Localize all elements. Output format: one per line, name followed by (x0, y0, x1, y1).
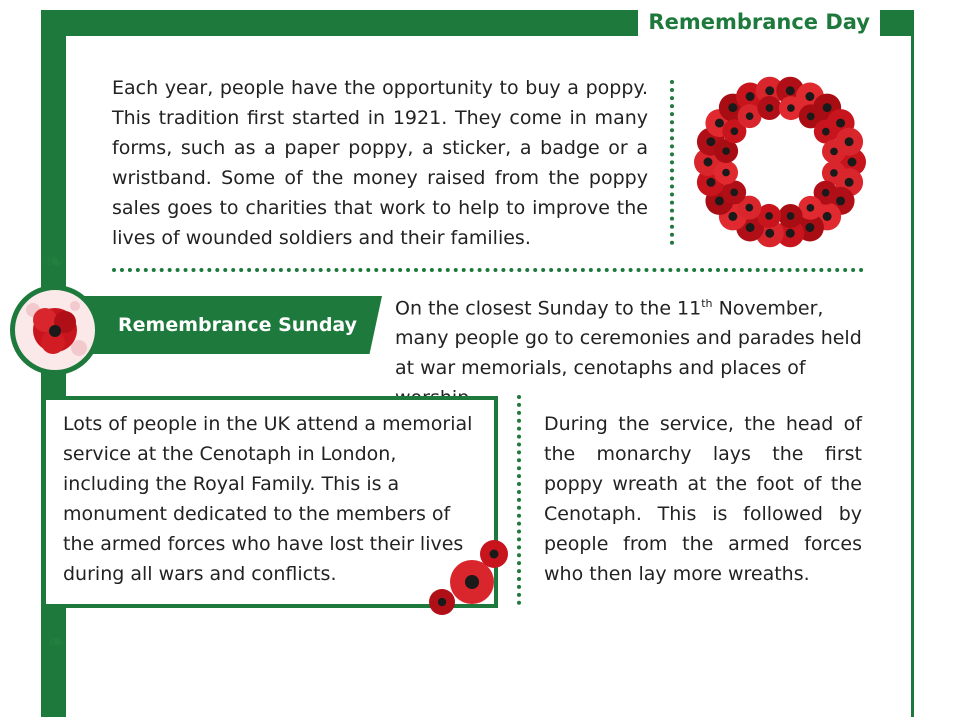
leaf-decoration-icon: ❧ (47, 630, 66, 655)
poppy-flower-icon (15, 290, 95, 370)
service-paragraph: During the service, the head of the monarchy lays the first poppy wreath at the foot of the Cenotaph. This is followed by people from the armed forces who then lay more wreaths. (544, 413, 862, 585)
poppy-badge (10, 285, 100, 375)
poppy-cluster-icon (424, 536, 514, 620)
leaf-decoration-icon: ❧ (45, 250, 64, 275)
cenotaph-paragraph: Lots of people in the UK attend a memorial service at the Cenotaph in London, including the Royal Family. This is a monument dedicated to the members of the armed forces who have lost their lives during all wars and conflicts. (63, 413, 473, 585)
sunday-paragraph: On the closest Sunday to the 11th November, many people go to ceremonies and parades held at war memorials, cenotaphs and places of (395, 297, 862, 380)
poppy-wreath-icon (690, 70, 870, 255)
section-heading: Remembrance Sunday (118, 314, 358, 336)
dotted-divider-vertical (670, 80, 674, 245)
intro-paragraph: Each year, people have the opportunity to buy a poppy. This tradition first started in 1921. They come in many forms, such as a paper poppy, a sticker, a badge or a wristband. Some of the money raised from the poppy sales goes to charities that work to help to improve the lives of wounded soldiers and their families. (112, 77, 648, 249)
page-title: Remembrance Day (638, 8, 880, 36)
dotted-divider-horizontal (112, 268, 864, 272)
dotted-divider-vertical (517, 395, 521, 605)
